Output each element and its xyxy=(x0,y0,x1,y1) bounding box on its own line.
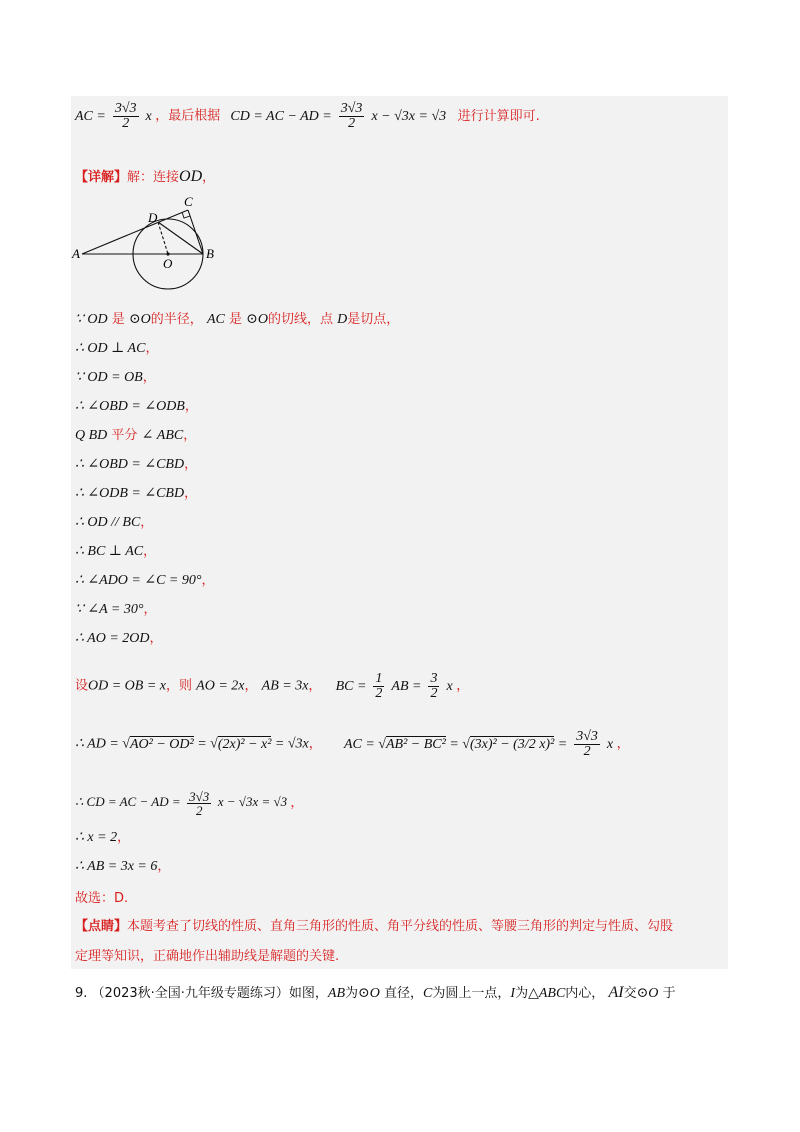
question-9 xyxy=(75,982,676,1002)
set-text: ， xyxy=(308,678,322,694)
proof-line-2 xyxy=(75,369,156,387)
proof-line-5 xyxy=(75,456,197,474)
ab-math: ∴ AB = 3x = 6 xyxy=(75,859,158,874)
geometry-figure xyxy=(70,190,230,295)
proof-text: ， xyxy=(149,631,163,646)
q-math: AB xyxy=(327,986,346,1001)
set-math: AO = 2x xyxy=(196,678,245,694)
proof-line-10 xyxy=(75,601,157,619)
answer-text: 故选：D. xyxy=(75,891,129,906)
label-a: A xyxy=(72,246,80,261)
proof-line-7 xyxy=(75,514,153,532)
comment-text-2: 定理等知识，正确地作出辅助线是解题的关键. xyxy=(75,949,340,964)
q-text: 为圆上一点， xyxy=(432,986,511,1001)
set-math: OD = OB = x xyxy=(88,678,167,694)
ad-line xyxy=(75,730,630,759)
proof-text: 是 xyxy=(111,312,125,327)
proof-math: ∴ ∠OBD = ∠ODB xyxy=(75,399,185,414)
detail-line xyxy=(75,168,215,187)
proof-math: AC xyxy=(206,312,225,327)
ac-math: AC = √AB² − BC² = √(3x)² − (3/2 x)² = $\frac{3√3}{2}$ x xyxy=(343,729,614,759)
q-math: I xyxy=(510,986,516,1001)
proof-text: 平分 xyxy=(111,428,138,443)
proof-line-3 xyxy=(75,398,198,416)
q-math: C xyxy=(423,986,433,1001)
label-d: D xyxy=(148,210,158,225)
ab-line xyxy=(75,858,170,876)
cd-line xyxy=(75,790,303,817)
comment-line-2 xyxy=(75,948,339,966)
proof-math: ∴ OD ⊥ AC xyxy=(75,341,146,356)
segment-db xyxy=(158,222,203,254)
label-c: C xyxy=(184,194,193,209)
detail-comma: ， xyxy=(202,170,216,185)
proof-math: ∴ AO = 2OD xyxy=(75,631,150,646)
ad-text: ， xyxy=(308,736,322,752)
proof-math: ∴ ∠OBD = ∠CBD xyxy=(75,457,185,472)
proof-math: D xyxy=(337,312,348,327)
proof-text: ， xyxy=(184,486,198,501)
set-text: ， xyxy=(456,678,470,694)
proof-line-1 xyxy=(75,340,158,358)
proof-line-9 xyxy=(75,572,215,590)
proof-math: ⊙O xyxy=(128,312,151,327)
set-math-bc: BC = $\frac{1}{2}$ AB = $\frac{3}{2}$ x xyxy=(335,671,453,701)
question-number: 9. xyxy=(75,986,88,1001)
set-text: ， xyxy=(244,678,258,694)
proof-text: 是切点， xyxy=(347,312,400,327)
proof-text: 的切线，点 xyxy=(267,312,333,327)
q-math: ⊙O xyxy=(358,986,380,1001)
ac-text: ， xyxy=(616,736,630,752)
set-math: AB = 3x xyxy=(261,678,309,694)
set-text: ，则 xyxy=(166,678,193,694)
proof-text: ， xyxy=(184,399,198,414)
proof-line-8 xyxy=(75,543,156,561)
proof-math: ⊙O xyxy=(246,312,268,327)
proof-text: ， xyxy=(145,341,159,356)
set-line xyxy=(75,672,469,701)
q-math: △ABC xyxy=(528,986,566,1001)
segment-do xyxy=(158,222,168,254)
cd-math: ∴ CD = AC − AD = $\frac{3√3}{2}$ x − √3x = √3 xyxy=(75,789,288,818)
intro-mid-text: ，最后根据 xyxy=(155,108,221,124)
proof-text: ， xyxy=(142,370,156,385)
comment-text: 本题考查了切线的性质、直角三角形的性质、角平分线的性质、等腰三角形的判定与性质、勾股 xyxy=(127,919,674,934)
q-text: 为 xyxy=(515,986,529,1001)
q-text: 交 xyxy=(623,986,637,1001)
proof-line-0 xyxy=(75,311,399,329)
q-text: 为 xyxy=(345,986,359,1001)
intro-formula-ac: AC = $\frac{3√3}{2}$ x xyxy=(75,101,152,131)
proof-text: ， xyxy=(143,544,157,559)
label-b: B xyxy=(206,246,214,261)
proof-math: Q BD xyxy=(75,428,108,443)
intro-line xyxy=(75,102,540,131)
set-text: 设 xyxy=(75,678,89,694)
proof-text: ， xyxy=(201,573,215,588)
detail-text: 解：连接 xyxy=(127,170,180,185)
x-text: ， xyxy=(117,830,131,845)
proof-math: ∵ OD = OB xyxy=(75,370,143,385)
proof-math: ∴ BC ⊥ AC xyxy=(75,544,144,559)
segment-cb xyxy=(188,210,203,254)
ab-text: ， xyxy=(157,859,171,874)
proof-math: ∵ ∠A = 30° xyxy=(75,602,144,617)
proof-line-4 xyxy=(75,427,196,445)
detail-od: OD xyxy=(179,168,203,185)
cd-text: ， xyxy=(290,795,304,811)
proof-line-11 xyxy=(75,630,163,648)
proof-text: ， xyxy=(183,428,197,443)
q-text: 直径， xyxy=(384,986,424,1001)
detail-tag: 【详解】 xyxy=(75,170,128,185)
intro-tail-text: 进行计算即可. xyxy=(457,108,540,124)
intro-formula-cd: CD = AC − AD = $\frac{3√3}{2}$ x − √3x = √3 xyxy=(230,101,447,131)
proof-text: 的半径， xyxy=(150,312,203,327)
proof-text: 是 xyxy=(228,312,242,327)
answer-line xyxy=(75,890,128,908)
q-text: 内心， xyxy=(565,986,605,1001)
question-source: （2023秋·全国·九年级专题练习）如图， xyxy=(91,986,328,1001)
proof-math: ∴ ∠ADO = ∠C = 90° xyxy=(75,573,202,588)
ad-math: ∴ AD = √AO² − OD² = √(2x)² − x² = √3x xyxy=(75,736,309,752)
comment-line-1 xyxy=(75,918,673,936)
proof-text: ， xyxy=(140,515,154,530)
q-text: 于 xyxy=(662,986,676,1001)
comment-tag: 【点睛】 xyxy=(75,919,128,934)
proof-text: ， xyxy=(143,602,157,617)
proof-math: ∴ OD // BC xyxy=(75,515,141,530)
x-math: ∴ x = 2 xyxy=(75,830,118,845)
proof-text: ， xyxy=(184,457,198,472)
proof-math: ∴ ∠ODB = ∠CBD xyxy=(75,486,185,501)
q-math: ⊙O xyxy=(636,986,659,1001)
proof-line-6 xyxy=(75,485,197,503)
q-math: AI xyxy=(608,984,624,1001)
proof-math: ∠ ABC xyxy=(141,428,184,443)
x-line xyxy=(75,829,130,847)
proof-math: ∵ OD xyxy=(75,312,108,327)
label-o: O xyxy=(163,256,173,271)
